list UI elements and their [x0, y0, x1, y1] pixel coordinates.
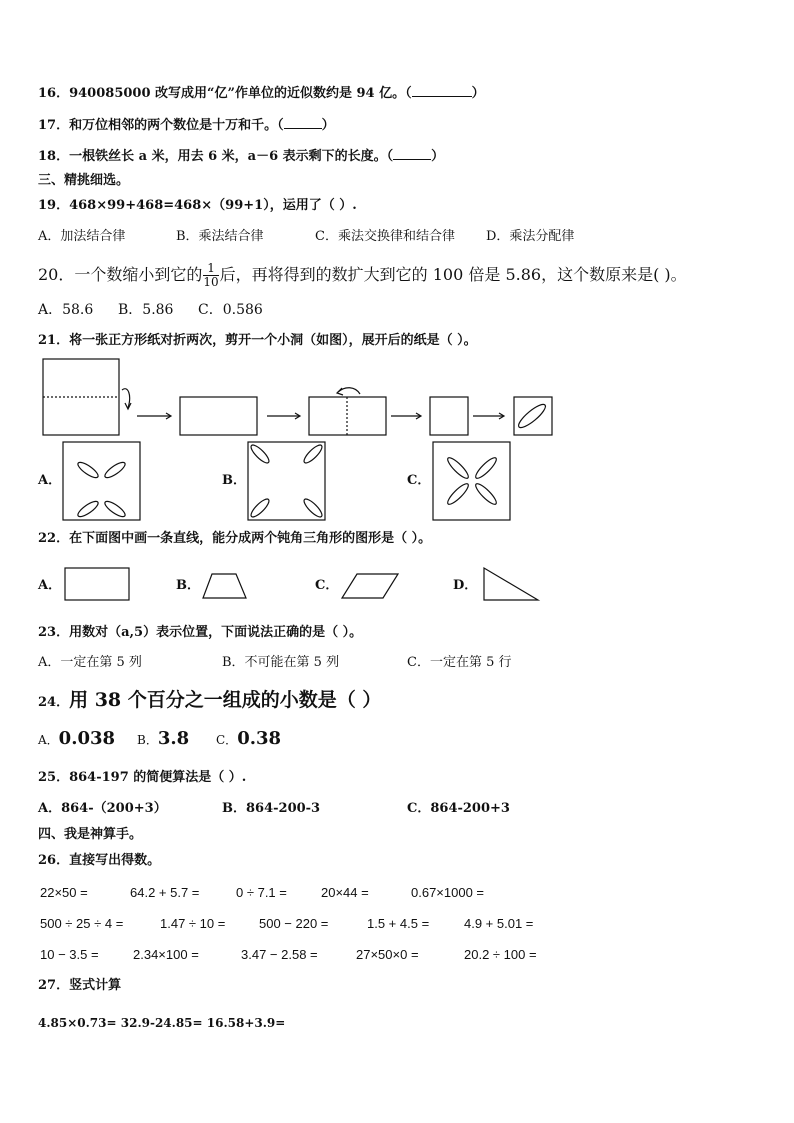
q20-option-a[interactable]: A．58.6 — [38, 302, 94, 318]
section-4-heading: 四、我是神算手。 — [38, 827, 143, 842]
calc-3-5[interactable]: 20.2 ÷ 100 = — [464, 947, 537, 962]
q21-question: 21．将一张正方形纸对折两次，剪开一个小洞（如图），展开后的纸是（ ）。 — [38, 333, 477, 348]
q23-question: 23．用数对（a,5）表示位置，下面说法正确的是（ ）。 — [38, 625, 363, 640]
q23-option-a[interactable]: A．一定在第 5 列 — [38, 655, 142, 670]
q25-question: 25．864-197 的简便算法是（ ）. — [38, 770, 247, 785]
calc-2-4[interactable]: 1.5 + 4.5 = — [367, 916, 430, 931]
q22-rectangle — [65, 568, 129, 600]
calc-2-2[interactable]: 1.47 ÷ 10 = — [160, 916, 226, 931]
q20-question: 20．一个数缩小到它的 $\frac{1}{10}$ 后，再将得到的数扩大到它的 100 倍是 5.86，这个数原来是( )。 — [38, 261, 687, 289]
q24-option-a[interactable]: A．0.038 — [38, 728, 116, 749]
q16-text: 940085000 改写成用“亿”作单位的近似数约是 94 亿。（ — [69, 86, 412, 101]
q22-question: 22．在下面图中画一条直线，能分成两个钝角三角形的图形是（ ）。 — [38, 531, 432, 546]
calc-2-5[interactable]: 4.9 + 5.01 = — [464, 916, 534, 931]
fraction-one-tenth: $\frac{1}{10}$ — [203, 261, 219, 289]
q17-text: 和万位相邻的两个数位是十万和千。（ — [69, 118, 284, 133]
calc-1-3[interactable]: 0 ÷ 7.1 = — [236, 885, 287, 900]
calc-3-1[interactable]: 10 − 3.5 = — [40, 947, 99, 962]
q21-label-c[interactable]: C． — [407, 473, 431, 488]
q19-option-d[interactable]: D．乘法分配律 — [486, 229, 575, 244]
q23-option-c[interactable]: C．一定在第 5 行 — [407, 655, 512, 670]
q19-question: 19．468×99+468=468×（99+1），运用了（ ）. — [38, 198, 357, 213]
q22-trapezoid — [203, 574, 246, 598]
q20-option-b[interactable]: B．5.86 — [118, 302, 174, 318]
calc-3-2[interactable]: 2.34×100 = — [133, 947, 199, 962]
calc-3-3[interactable]: 3.47 − 2.58 = — [241, 947, 318, 962]
q17-line: 17．和万位相邻的两个数位是十万和千。（ ） — [38, 118, 335, 133]
q25-option-a[interactable]: A．864-（200+3） — [38, 801, 167, 816]
q25-option-b[interactable]: B．864-200-3 — [222, 801, 321, 816]
q24-option-c[interactable]: C．0.38 — [216, 728, 282, 749]
q25-option-c[interactable]: C．864-200+3 — [407, 801, 510, 816]
q24-option-b[interactable]: B．3.8 — [137, 728, 190, 749]
calc-2-1[interactable]: 500 ÷ 25 ÷ 4 = — [40, 916, 124, 931]
q16-number: 16． — [38, 86, 70, 101]
calc-1-1[interactable]: 22×50 = — [40, 885, 88, 900]
calc-2-3[interactable]: 500 − 220 = — [259, 916, 329, 931]
q19-option-b[interactable]: B．乘法结合律 — [176, 229, 264, 244]
q24-question: 24．用 38 个百分之一组成的小数是（ ） — [38, 689, 382, 711]
q27-question: 27．竖式计算 — [38, 978, 122, 993]
q21-label-b[interactable]: B． — [222, 473, 246, 488]
calc-1-5[interactable]: 0.67×1000 = — [411, 885, 485, 900]
q22-label-d[interactable]: D． — [453, 578, 478, 593]
q19-option-c[interactable]: C．乘法交换律和结合律 — [315, 229, 455, 244]
q22-label-a[interactable]: A． — [38, 578, 62, 593]
q22-parallelogram — [342, 574, 398, 598]
section-3-heading: 三、精挑细选。 — [38, 173, 130, 188]
q18-text: 一根铁丝长 a 米，用去 6 米，a－6 表示剩下的长度。（ — [69, 149, 394, 164]
q27-expressions[interactable]: 4.85×0.73= 32.9-24.85= 16.58+3.9= — [38, 1016, 286, 1030]
q22-right-triangle — [484, 568, 538, 600]
calc-3-4[interactable]: 27×50×0 = — [356, 947, 419, 962]
q23-option-b[interactable]: B．不可能在第 5 列 — [222, 655, 340, 670]
calc-1-4[interactable]: 20×44 = — [321, 885, 369, 900]
q21-label-a[interactable]: A． — [38, 473, 62, 488]
q22-label-c[interactable]: C． — [315, 578, 339, 593]
q19-option-a[interactable]: A．加法结合律 — [38, 229, 126, 244]
q18-line: 18．一根铁丝长 a 米，用去 6 米，a－6 表示剩下的长度。（ ） — [38, 149, 445, 164]
q20-option-c[interactable]: C．0.586 — [198, 302, 263, 318]
q26-question: 26．直接写出得数。 — [38, 853, 161, 868]
q22-label-b[interactable]: B． — [176, 578, 200, 593]
q16-line: 16．940085000 改写成用“亿”作单位的近似数约是 94 亿。（ ） — [38, 86, 485, 101]
calc-1-2[interactable]: 64.2 + 5.7 = — [130, 885, 200, 900]
